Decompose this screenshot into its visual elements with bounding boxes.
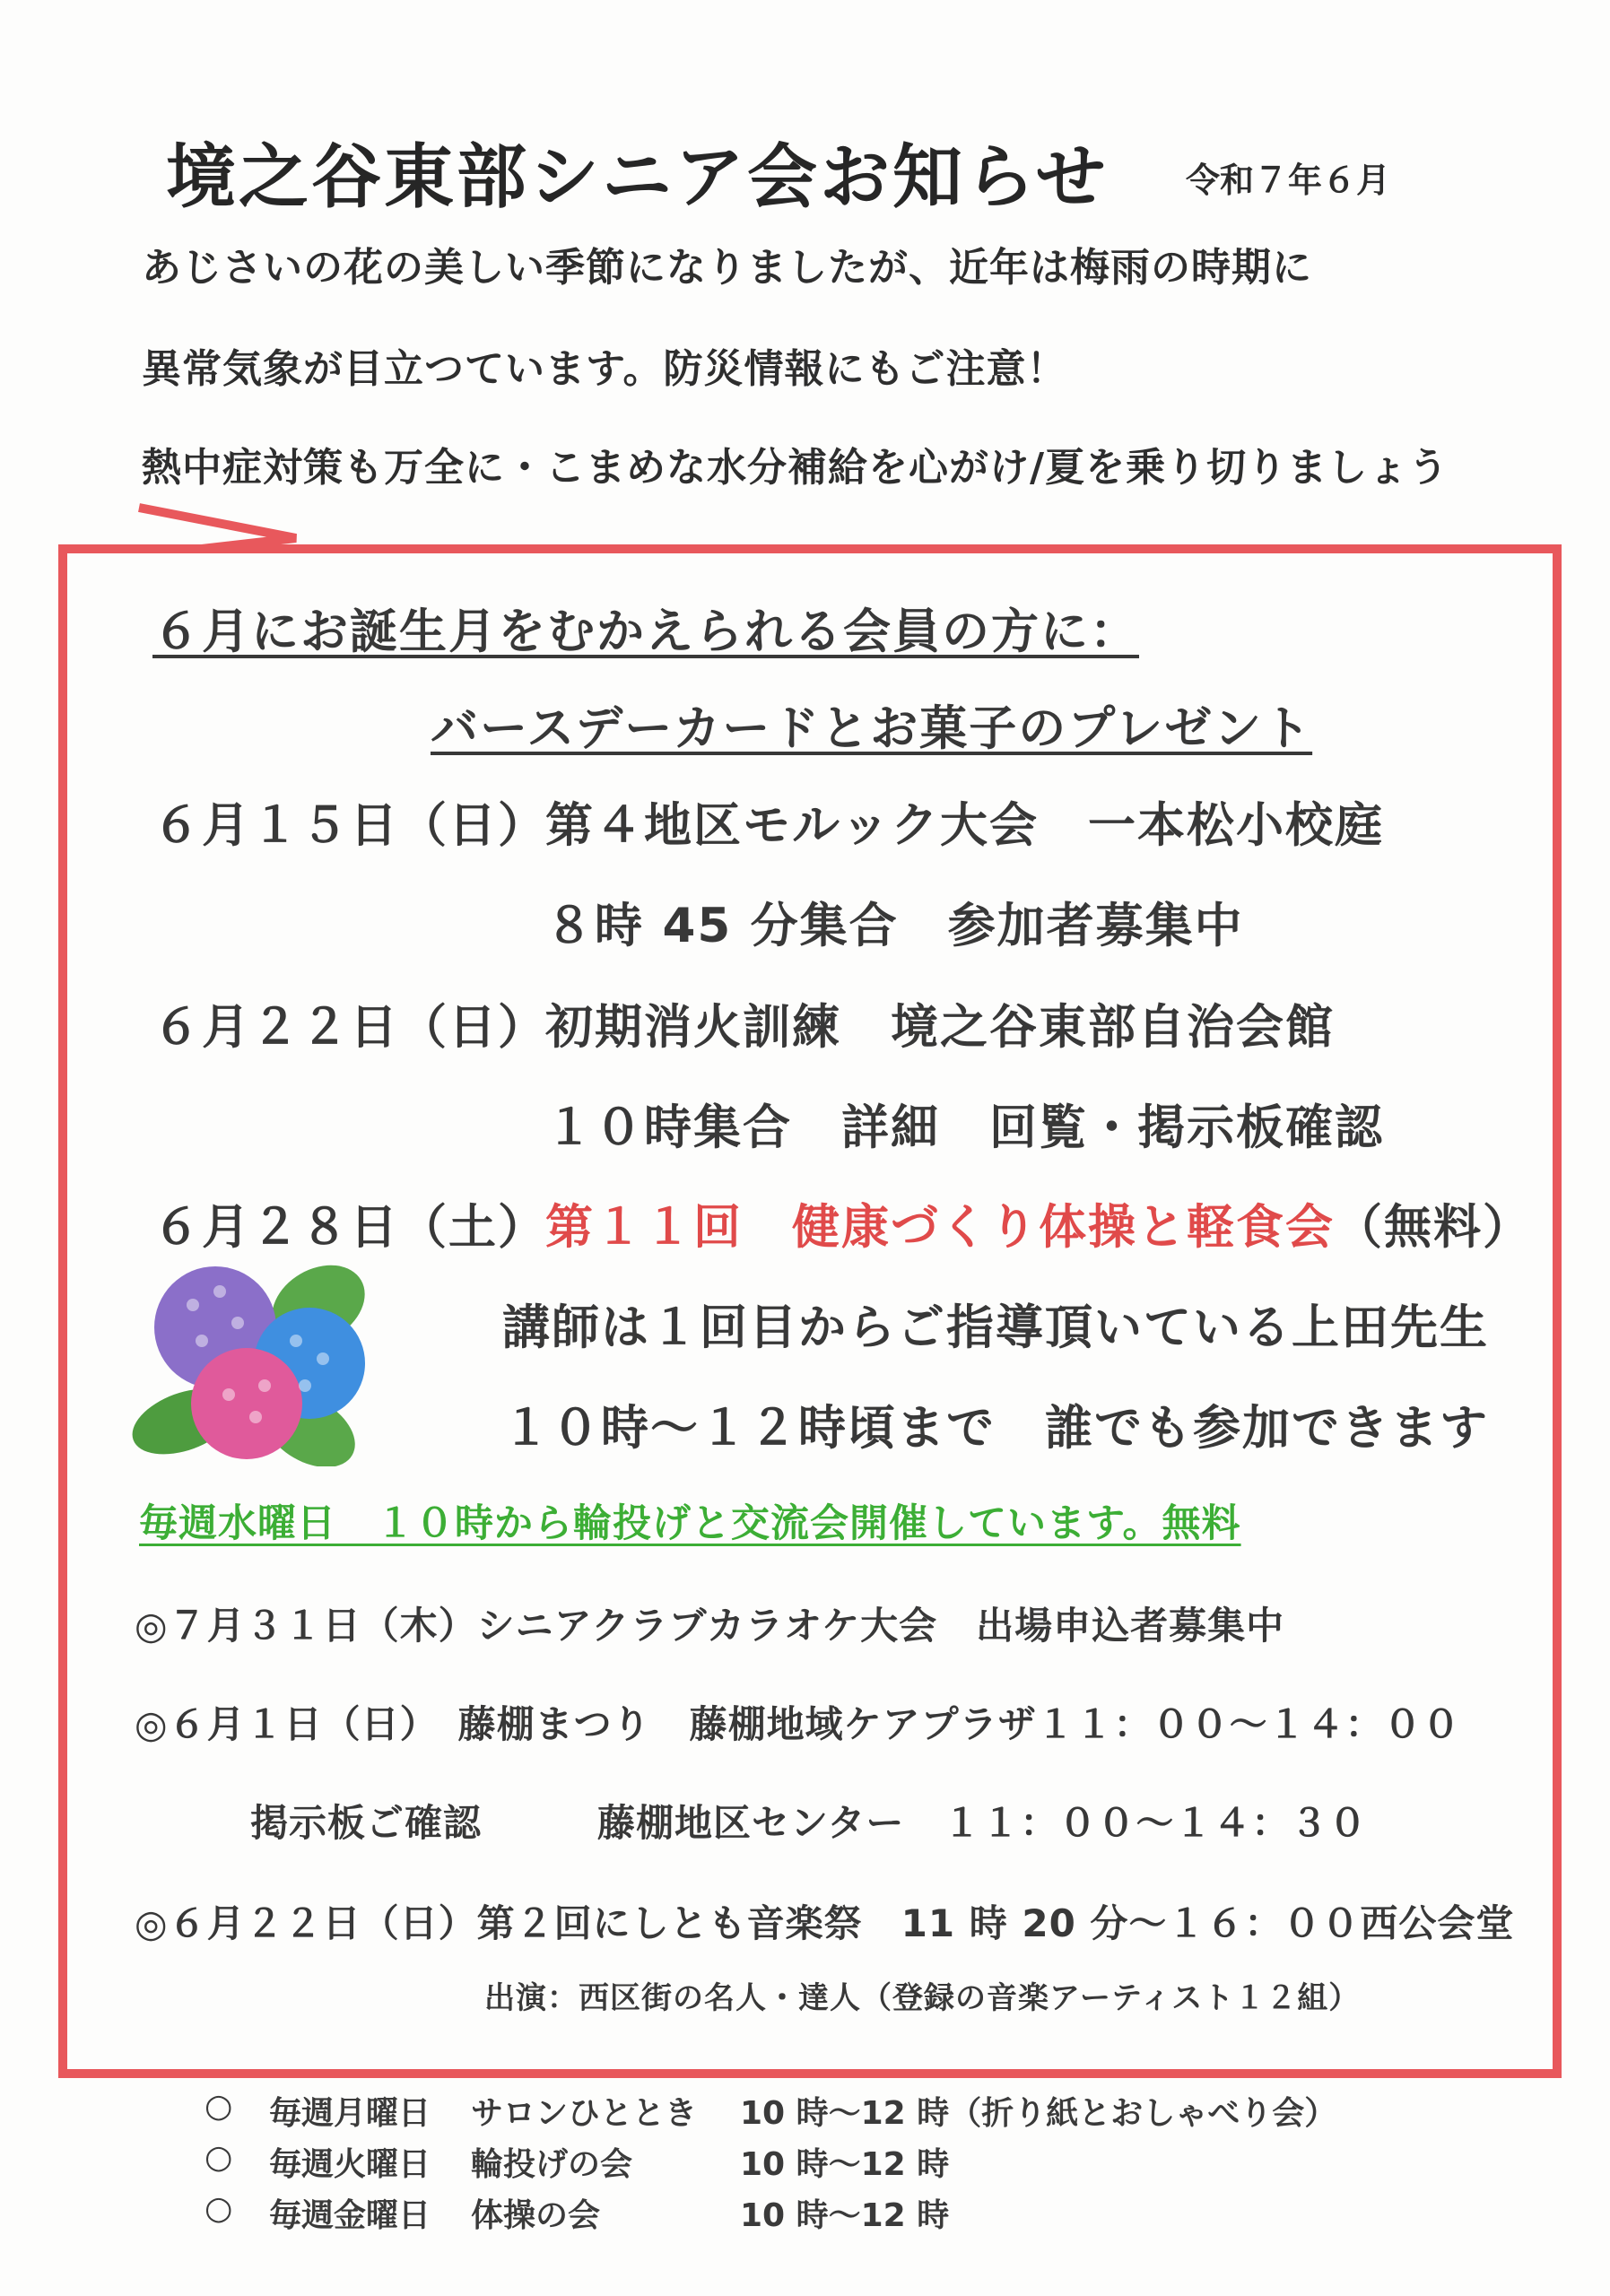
other-event-3-performers: 出演：西区街の名人・達人（登録の音楽アーティスト１２組）: [484, 1980, 1361, 2016]
birthday-heading: ６月にお誕生月をむかえられる会員の方に：: [152, 604, 1139, 659]
event-2-line2: １０時集合 詳細 回覧・掲示板確認: [545, 1100, 1384, 1155]
footer-name-2: 輪投げの会: [471, 2146, 633, 2183]
birthday-gift: バースデーカードとお菓子のプレゼント: [431, 701, 1313, 756]
event-1-date: ６月１５日（日）: [152, 798, 547, 853]
footer-time-3: 10 時～12 時: [740, 2197, 950, 2234]
other-event-1: ◎７月３１日（木）シニアクラブカラオケ大会 出場申込者募集中: [135, 1604, 1285, 1648]
other-event-2-detail: 掲示板ご確認 藤棚地区センター １１：００～１４：３０: [135, 1801, 1368, 1845]
weekly-wednesday-notice: 毎週水曜日 １０時から輪投げと交流会開催しています。無料: [139, 1501, 1241, 1546]
footer-day-3: 毎週金曜日: [269, 2197, 431, 2234]
intro-line-1: あじさいの花の美しい季節になりましたが、近年は梅雨の時期に: [142, 245, 1312, 291]
intro-line-3: 熱中症対策も万全に・こまめな水分補給を心がけ/夏を乗り切りましょう: [142, 445, 1449, 491]
health-event-title: 第１１回 健康づくり体操と軽食会: [545, 1200, 1335, 1255]
health-event-line2: １０時～１２時頃まで 誰でも参加できます: [502, 1401, 1489, 1456]
event-2-line1: 初期消火訓練 境之谷東部自治会館: [545, 1000, 1335, 1055]
footer-bullet-2: ○: [205, 2139, 233, 2176]
footer-bullet-1: ○: [205, 2088, 233, 2125]
health-event-line1: 講師は１回目からご指導頂いている上田先生: [502, 1300, 1489, 1355]
other-event-2: ◎６月１日（日） 藤棚まつり 藤棚地域ケアプラザ１１：００～１４：００: [135, 1702, 1461, 1746]
event-2-date: ６月２２日（日）: [152, 1000, 547, 1055]
page-title: 境之谷東部シニア会お知らせ: [166, 137, 1109, 218]
issue-date: 令和７年６月: [1186, 161, 1391, 200]
other-event-3: ◎６月２２日（日）第２回にしとも音楽祭 11 時 20 分～１６：００西公会堂: [135, 1901, 1515, 1945]
footer-day-1: 毎週月曜日: [269, 2095, 431, 2132]
footer-name-1: サロンひととき: [471, 2095, 698, 2132]
intro-line-2: 異常気象が目立つています。防災情報にもご注意！: [142, 346, 1067, 392]
health-event-date: ６月２８日（土）: [152, 1200, 547, 1255]
footer-time-1: 10 時～12 時（折り紙とおしゃべり会）: [740, 2095, 1337, 2132]
footer-day-2: 毎週火曜日: [269, 2146, 431, 2183]
hydrangea-icon: [130, 1251, 381, 1466]
health-event-free: （無料）: [1335, 1200, 1532, 1255]
footer-bullet-3: ○: [205, 2190, 233, 2227]
footer-name-3: 体操の会: [471, 2197, 601, 2234]
event-1-line1: 第４地区モルック大会 一本松小校庭: [545, 798, 1384, 853]
footer-time-2: 10 時～12 時: [740, 2146, 950, 2183]
event-1-line2: ８時 45 分集合 参加者募集中: [545, 899, 1244, 953]
